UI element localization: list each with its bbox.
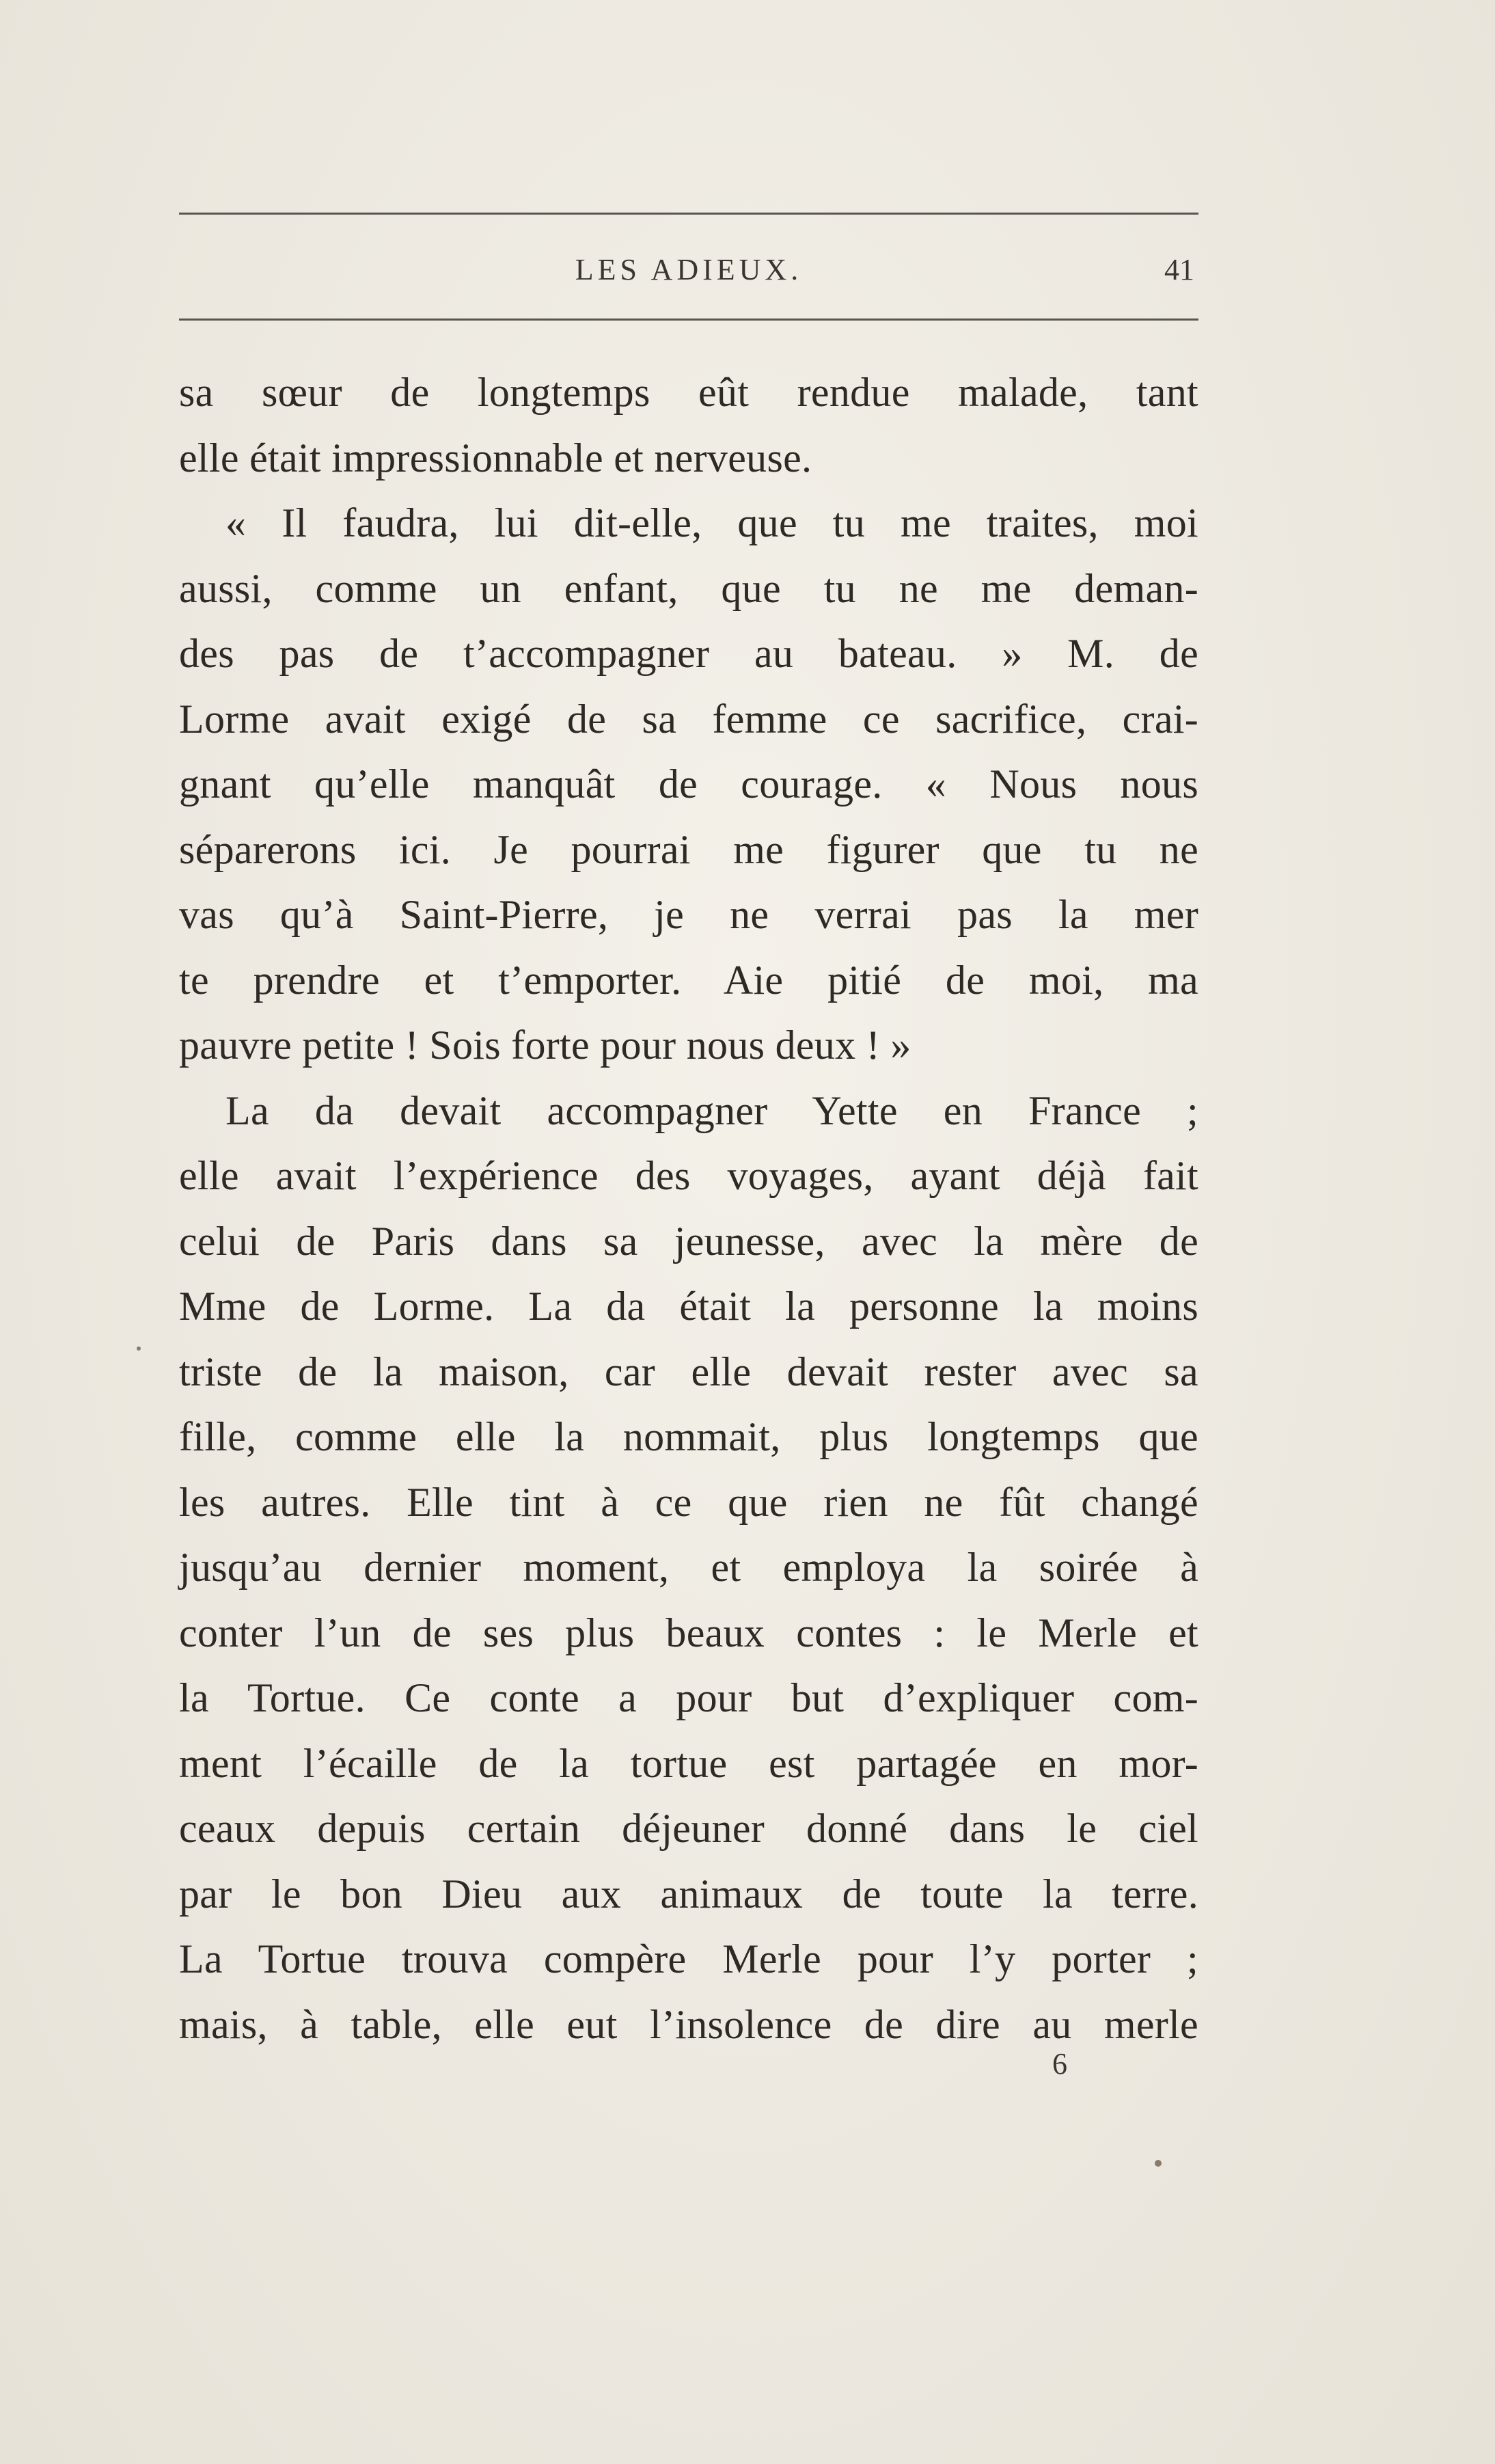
text-line: La Tortue trouva compère Merle pour l’y porter ; <box>179 1936 1198 1981</box>
text-line: séparerons ici. Je pourrai me figurer que tu ne <box>179 826 1198 872</box>
text-line: vas qu’à Saint-Pierre, je ne verrai pas la mer <box>179 892 1198 937</box>
text-line: mais, à table, elle eut l’insolence de dire au merle <box>179 2001 1198 2047</box>
text-line: te prendre et t’emporter. Aie pitié de moi, ma <box>179 957 1198 1003</box>
text-line: la Tortue. Ce conte a pour but d’expliquer com- <box>179 1675 1198 1720</box>
running-title: LES ADIEUX. <box>575 253 803 286</box>
text-line: elle était impressionnable et nerveuse. <box>179 435 812 480</box>
text-line: des pas de t’accompagner au bateau. » M. de <box>179 631 1198 676</box>
text-line: aussi, comme un enfant, que tu ne me deman- <box>179 565 1198 611</box>
running-head <box>179 246 1198 294</box>
body-text <box>179 360 1198 2057</box>
header-rule-top <box>179 213 1198 215</box>
text-line: celui de Paris dans sa jeunesse, avec la mère de <box>179 1218 1198 1264</box>
text-line: La da devait accompagner Yette en France ; <box>225 1087 1198 1133</box>
text-line: sa sœur de longtemps eût rendue malade, tant <box>179 370 1198 415</box>
text-line: ceaux depuis certain déjeuner donné dans le ciel <box>179 1806 1198 1851</box>
text-line: les autres. Elle tint à ce que rien ne fût changé <box>179 1479 1198 1525</box>
signature-mark: 6 <box>1052 2047 1067 2081</box>
paper-speck <box>1155 2160 1162 2167</box>
text-line: triste de la maison, car elle devait rester avec sa <box>179 1349 1198 1394</box>
text-line: ment l’écaille de la tortue est partagée en mor- <box>179 1740 1198 1786</box>
text-line: « Il faudra, lui dit-elle, que tu me traites, moi <box>225 500 1198 545</box>
text-line: jusqu’au dernier moment, et employa la soirée à <box>179 1545 1198 1590</box>
text-line: pauvre petite ! Sois forte pour nous deux ! » <box>179 1023 911 1068</box>
text-line: Mme de Lorme. La da était la personne la moins <box>179 1284 1198 1329</box>
page-number: 41 <box>1164 253 1194 286</box>
text-line: gnant qu’elle manquât de courage. « Nous nous <box>179 761 1198 807</box>
paper-speck <box>137 1346 141 1351</box>
text-line: conter l’un de ses plus beaux contes : le Merle et <box>179 1610 1198 1655</box>
text-line: fille, comme elle la nommait, plus longtemps que <box>179 1414 1198 1459</box>
header-rule-bottom <box>179 319 1198 321</box>
text-line: par le bon Dieu aux animaux de toute la terre. <box>179 1871 1198 1917</box>
text-line: Lorme avait exigé de sa femme ce sacrifice, crai- <box>179 696 1198 742</box>
text-line: elle avait l’expérience des voyages, ayant déjà fait <box>179 1153 1198 1198</box>
